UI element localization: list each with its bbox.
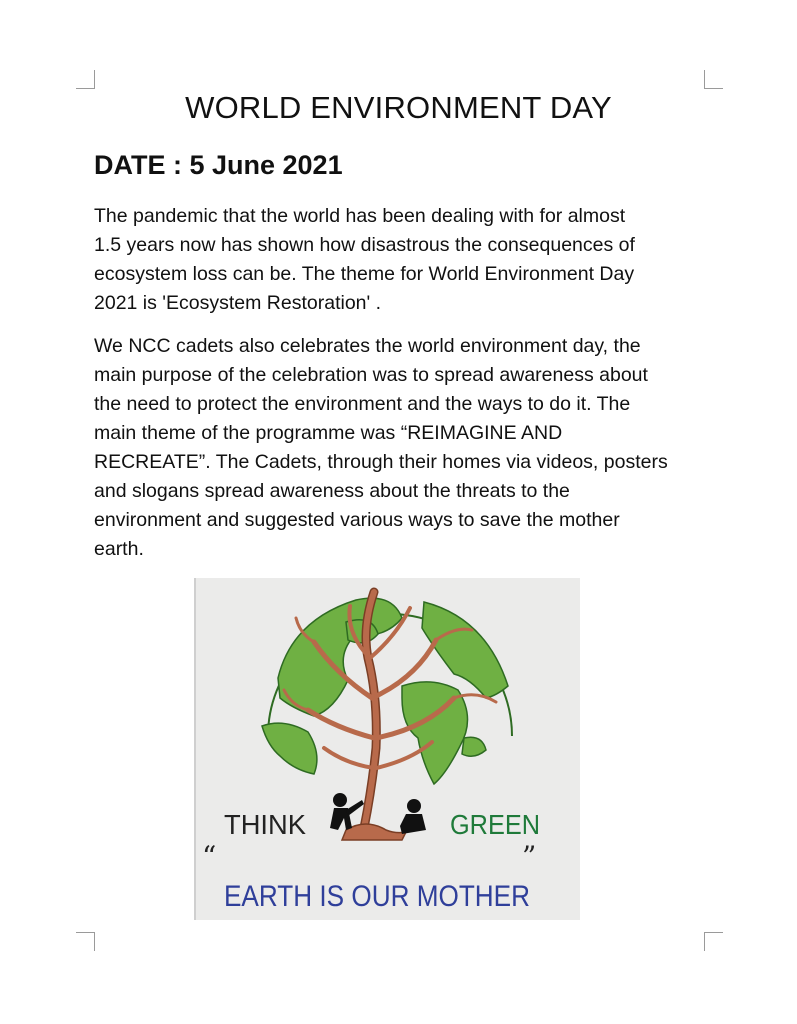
paragraph-line: ecosystem loss can be. The theme for World Environment Day [94,263,635,285]
page-corner-mark-bottom-right [704,932,723,951]
paragraph-line: 2021 is 'Ecosystem Restoration' . [94,292,382,314]
think-label: THINK [224,809,307,840]
paragraph-line: environment and suggested various ways to save the mother [94,509,620,531]
close-quote-mark: ” [522,840,537,873]
paragraph-line: earth. [94,538,144,560]
paragraph-line: main theme of the programme was “REIMAGINE AND [94,422,563,444]
paragraph-line: and slogans spread awareness about the threats to the [94,480,570,502]
page-corner-mark-bottom-left [76,932,95,951]
paragraph-line: the need to protect the environment and the ways to do it. The [94,393,631,415]
paragraph-line: main purpose of the celebration was to spread awareness about [94,364,648,386]
paragraph-intro [94,202,734,318]
paragraph-line: We NCC cadets also celebrates the world environment day, the [94,335,641,357]
earth-tree-illustration [196,578,580,920]
paragraph-line: The pandemic that the world has been dealing with for almost [94,205,626,227]
continent-americas [278,598,402,716]
event-date: DATE : 5 June 2021 [94,150,343,180]
open-quote-mark: “ [202,840,217,873]
paragraph-line: 1.5 years now has shown how disastrous the consequences of [94,234,635,256]
page-title: WORLD ENVIRONMENT DAY [185,90,612,125]
paragraph-line: RECREATE”. The Cadets, through their homes via videos, posters [94,451,668,473]
page-corner-mark-top-right [704,70,723,89]
green-label: GREEN [450,809,540,840]
slogan-earth-is-our-mother: EARTH IS OUR MOTHER [224,880,530,913]
earth-tree-drawing [194,578,580,920]
page-corner-mark-top-left [76,70,95,89]
paragraph-celebration [94,332,734,564]
continent-south-america [262,723,317,774]
continent-australia [462,737,486,756]
